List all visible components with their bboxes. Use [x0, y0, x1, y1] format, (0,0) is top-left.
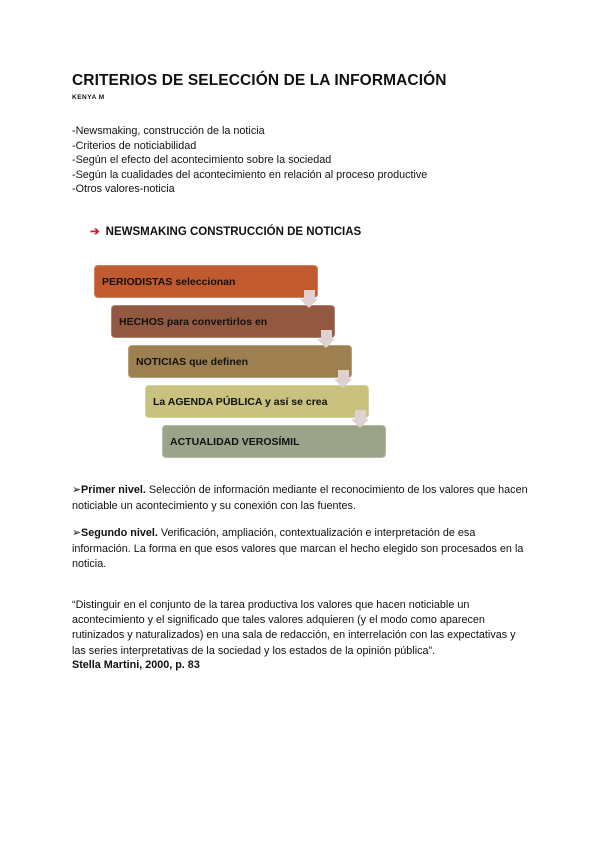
- level-paragraph-1: [72, 483, 528, 514]
- diagram-step-2: HECHOS para convertirlos en: [111, 305, 335, 338]
- topic-item: -Otros valores-noticia: [72, 183, 175, 196]
- bullet-arrow-icon: ➢: [72, 484, 82, 496]
- topic-item: -Newsmaking, construcción de la noticia: [72, 125, 265, 137]
- section-heading: [90, 224, 361, 238]
- level-text: Verificación, ampliación, contextualización e interpretación de esa información. La forma en que esos valores que marcan el hecho elegido son procesados en la noticia.: [72, 527, 524, 570]
- topic-item: -Según el efecto del acontecimiento sobre la sociedad: [72, 154, 332, 167]
- arrow-icon: ➔: [90, 226, 100, 238]
- section-heading-text: NEWSMAKING CONSTRUCCIÓN DE NOTICIAS: [105, 226, 362, 238]
- quote-paragraph: “Distinguir en el conjunto de la tarea productiva los valores que hacen noticiable un acontecimiento y el significado que tales valores adquieren (y el modo como aparecen rutinizados y naturalizados) en una sala de redacción, en interrelación con las expectativas y las series interpretativas de la sociedad y los estados de la opinión pública”.: [72, 599, 516, 657]
- author-name: KENYA M: [72, 94, 105, 101]
- diagram-step-1: PERIODISTAS seleccionan: [94, 265, 318, 298]
- topic-item: -Según la cualidades del acontecimiento en relación al proceso productive: [72, 168, 428, 181]
- level-paragraph-2: [72, 526, 528, 573]
- diagram-step-4: La AGENDA PÚBLICA y así se crea: [145, 385, 369, 418]
- diagram-step-5: ACTUALIDAD VEROSÍMIL: [162, 425, 386, 458]
- topic-list: [72, 124, 427, 197]
- level-text: Selección de información mediante el reconocimiento de los valores que hacen noticiable un acontecimiento y su conexión con las fuentes.: [72, 484, 528, 512]
- topic-item: -Criterios de noticiabilidad: [72, 139, 197, 152]
- level-label: Segundo nivel.: [81, 527, 158, 539]
- diagram-step-3: NOTICIAS que definen: [128, 345, 352, 378]
- document-title: CRITERIOS DE SELECCIÓN DE LA INFORMACIÓN: [72, 72, 447, 89]
- quote-citation: Stella Martini, 2000, p. 83: [72, 659, 200, 671]
- level-label: Primer nivel.: [81, 484, 146, 496]
- bullet-arrow-icon: ➢: [72, 527, 82, 539]
